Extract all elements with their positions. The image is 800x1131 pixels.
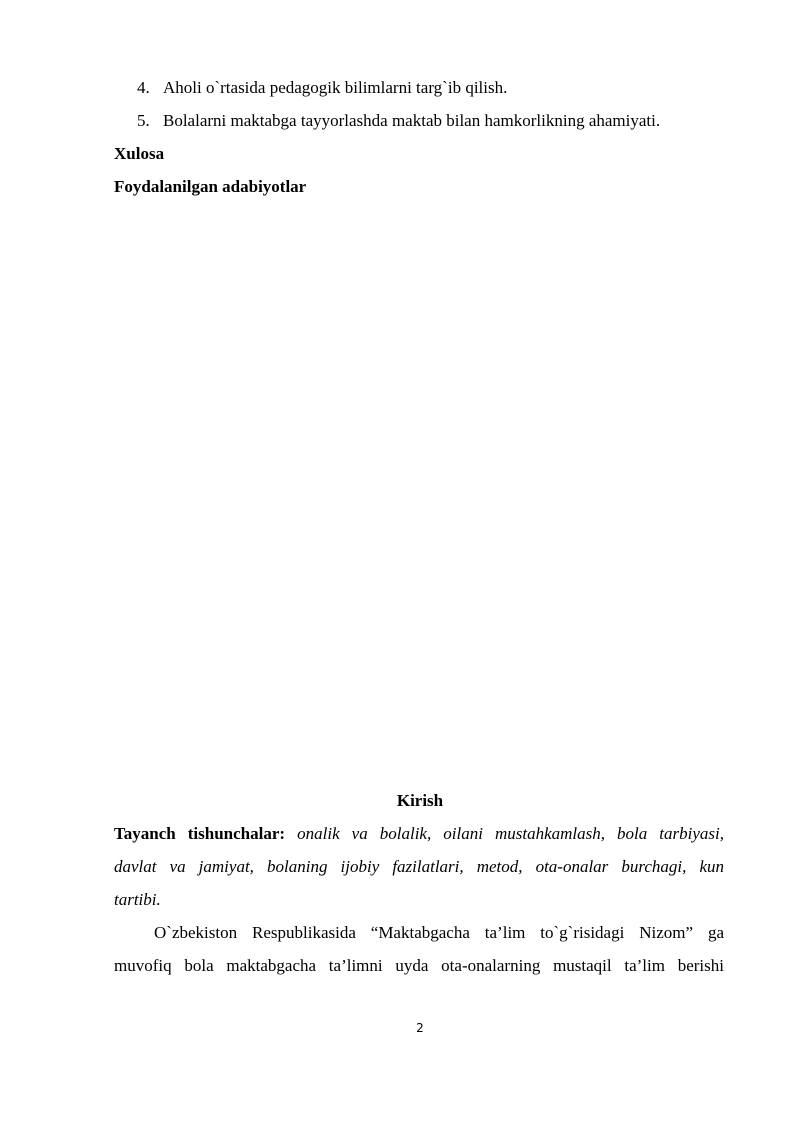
toc-item-text: Bolalarni maktabga tayyorlashda maktab bilan hamkorlikning ahamiyati.: [163, 111, 661, 130]
section-title-introduction: Kirish: [396, 791, 444, 810]
toc-item-5: [137, 110, 660, 132]
keywords-line-1: [114, 823, 724, 845]
paragraph-line-2: muvofiq bola maktabgacha ta’limni uyda ota-onalarning mustaqil ta’lim berishi: [114, 956, 724, 975]
toc-conclusion: Xulosa: [114, 144, 165, 163]
page-number: 2: [416, 1021, 424, 1035]
keywords-line-3: tartibi.: [114, 890, 161, 909]
paragraph-line-1: O`zbekiston Respublikasida “Maktabgacha ta’lim to`g`risidagi Nizom” ga: [154, 923, 724, 942]
toc-item-number: 5.: [137, 111, 150, 130]
toc-item-4: [137, 77, 507, 99]
toc-item-number: 4.: [137, 78, 150, 97]
keywords-line-2: davlat va jamiyat, bolaning ijobiy fazilatlari, metod, ota-onalar burchagi, kun: [114, 857, 724, 876]
toc-item-text: Aholi o`rtasida pedagogik bilimlarni targ`ib qilish.: [163, 78, 508, 97]
keywords-text: onalik va bolalik, oilani mustahkamlash, bola tarbiyasi,: [297, 824, 725, 843]
toc-references: Foydalanilgan adabiyotlar: [114, 177, 307, 196]
keywords-label: Tayanch tishunchalar:: [114, 824, 286, 843]
